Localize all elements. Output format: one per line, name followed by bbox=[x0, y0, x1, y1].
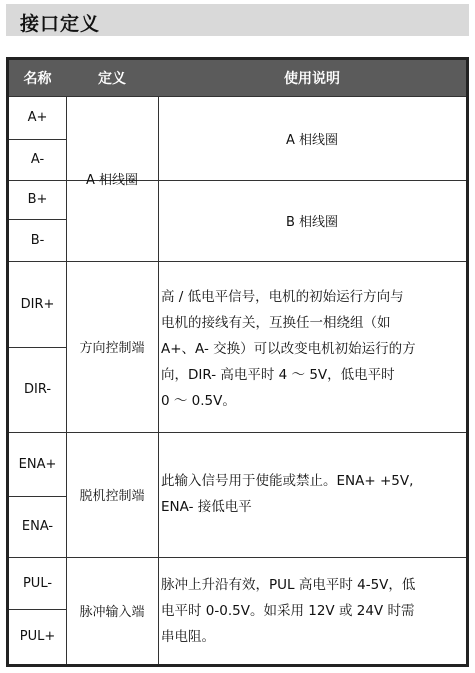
def-a-coil: A 相线圈 bbox=[85, 173, 139, 188]
def-direction-control: 方向控制端 bbox=[79, 341, 145, 356]
header-name: 名称 bbox=[23, 71, 52, 87]
usage-line: 0 ～ 0.5V。 bbox=[161, 393, 236, 409]
usage-line: 此输入信号用于使能或禁止。ENA+ +5V, bbox=[161, 473, 414, 489]
def-pulse-input: 脉冲输入端 bbox=[79, 605, 145, 620]
pin-dir-plus: DIR+ bbox=[20, 296, 55, 312]
pin-b-plus: B+ bbox=[27, 192, 48, 207]
usage-line: 高 / 低电平信号，电机的初始运行方向与 bbox=[161, 289, 404, 305]
pin-a-plus: A+ bbox=[27, 110, 48, 125]
usage-line: 电机的接线有关，互换任一相绕组（如 bbox=[161, 315, 391, 331]
usage-pulse bbox=[161, 572, 465, 650]
usage-line: 脉冲上升沿有效，PUL 高电平时 4-5V，低 bbox=[161, 577, 416, 593]
usage-line: ENA- 接低电平 bbox=[161, 499, 252, 515]
pin-b-minus: B- bbox=[30, 232, 45, 248]
usage-line: 串电阻。 bbox=[161, 629, 215, 645]
header-definition: 定义 bbox=[98, 71, 126, 87]
page-title: 接口定义 bbox=[20, 13, 101, 35]
pin-pul-minus: PUL- bbox=[22, 575, 53, 591]
header-usage: 使用说明 bbox=[284, 71, 340, 87]
pin-dir-minus: DIR- bbox=[23, 382, 52, 397]
pin-ena-minus: ENA- bbox=[21, 519, 54, 534]
usage-a-coil: A 相线圈 bbox=[285, 132, 339, 148]
usage-enable bbox=[161, 468, 465, 520]
usage-line: 电平时 0-0.5V。如采用 12V 或 24V 时需 bbox=[161, 603, 415, 619]
pin-pul-plus: PUL+ bbox=[19, 629, 56, 644]
table-header bbox=[9, 60, 466, 96]
title-bar bbox=[6, 4, 469, 36]
pin-a-minus: A- bbox=[30, 152, 45, 167]
pin-ena-plus: ENA+ bbox=[18, 456, 57, 472]
def-offline-control: 脱机控制端 bbox=[79, 489, 145, 504]
usage-direction bbox=[161, 284, 465, 414]
usage-line: A+、A- 交换）可以改变电机初始运行的方 bbox=[161, 341, 416, 357]
usage-b-coil: B 相线圈 bbox=[285, 215, 339, 230]
interface-table bbox=[6, 57, 469, 667]
usage-line: 向，DIR- 高电平时 4 ～ 5V，低电平时 bbox=[161, 367, 395, 383]
